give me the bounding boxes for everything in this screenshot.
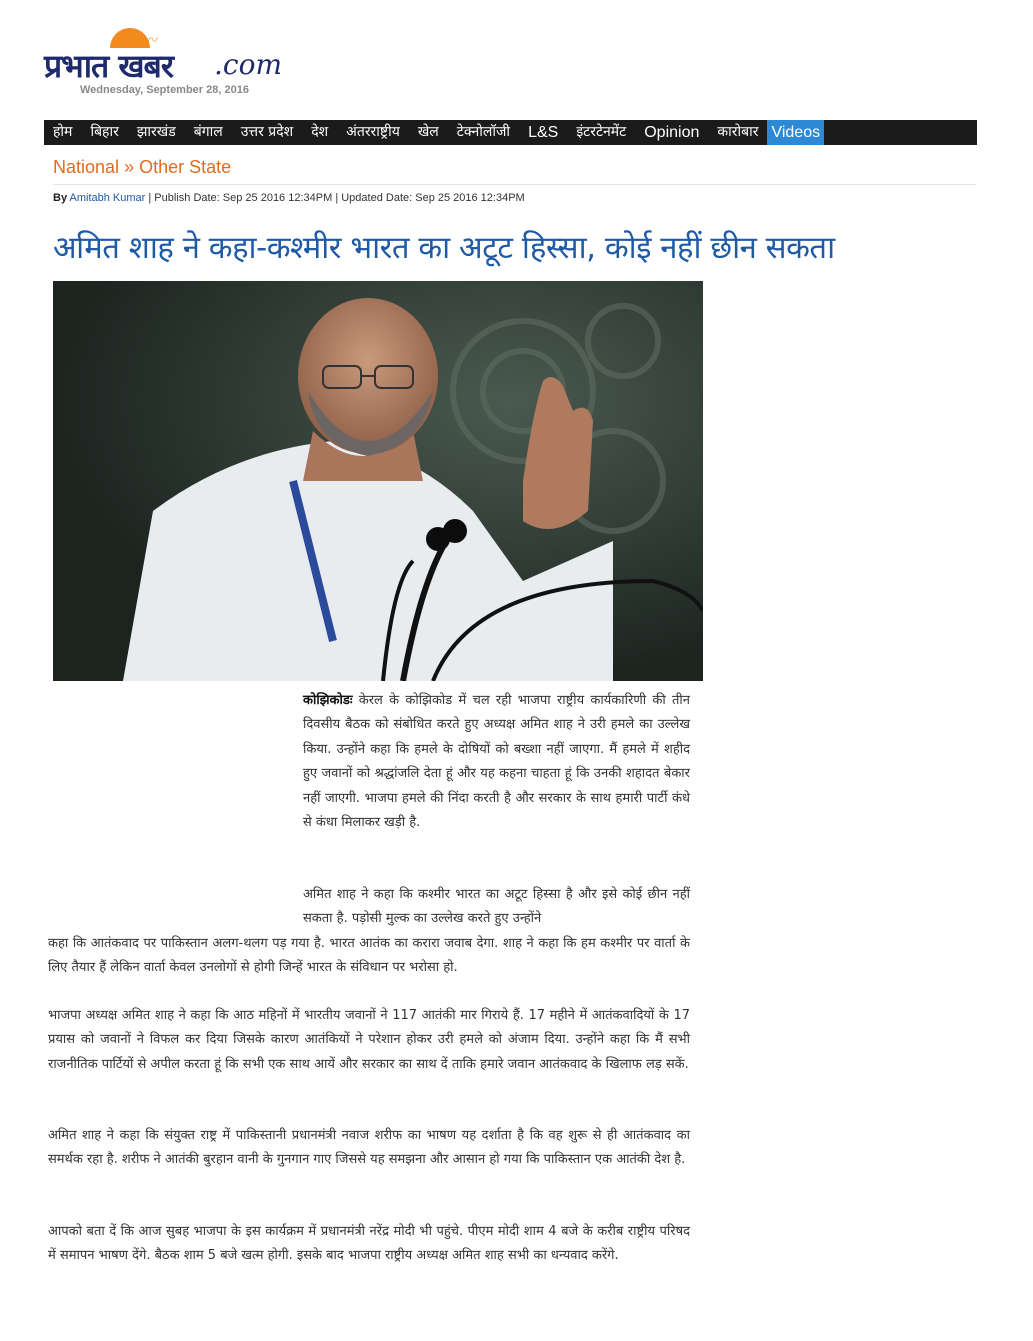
- nav-item-international[interactable]: अंतरराष्ट्रीय: [346, 124, 400, 140]
- article-paragraph-2a: अमित शाह ने कहा कि कश्मीर भारत का अटूट हिस्सा है और इसे कोई छीन नहीं सकता है. पड़ोसी मुल्क का उल्लेख करते हुए उन्होंने: [303, 887, 690, 927]
- breadcrumb-separator: »: [124, 157, 135, 177]
- nav-item-desh[interactable]: देश: [311, 124, 329, 140]
- logo-wordmark: प्रभात खबर: [44, 47, 173, 85]
- updated-date: | Updated Date: Sep 25 2016 12:34PM: [335, 192, 525, 204]
- nav-item-bihar[interactable]: बिहार: [90, 124, 119, 140]
- dateline: कोझिकोडः: [303, 693, 353, 708]
- article-paragraph-4: अमित शाह ने कहा कि संयुक्त राष्ट्र में पाकिस्तानी प्रधानमंत्री नवाज शरीफ का भाषण यह दर्शाता है कि वह शुरू से ही आतंकवाद का समर्थक रहा है. शरीफ ने आतंकी बुरहान वानी के गुनगान गाए जिससे यह समझना और आसान हो गया कि पाकिस्तान एक आतंकी देश है.: [48, 1128, 690, 1168]
- divider: [53, 184, 976, 185]
- nav-item-videos[interactable]: Videos: [767, 120, 824, 145]
- current-date: Wednesday, September 28, 2016: [80, 84, 249, 96]
- nav-item-business[interactable]: कारोबार: [717, 124, 759, 140]
- article-byline: [53, 192, 525, 204]
- nav-item-jharkhand[interactable]: झारखंड: [136, 124, 176, 140]
- breadcrumb-other-state[interactable]: Other State: [139, 157, 232, 177]
- article-photo: [53, 281, 703, 681]
- logo-domain-suffix: .com: [214, 48, 282, 81]
- breadcrumb: [53, 157, 231, 178]
- byline-by: By: [53, 192, 68, 204]
- nav-item-technology[interactable]: टेक्नोलॉजी: [456, 124, 511, 140]
- main-navigation: [44, 120, 977, 145]
- nav-item-lifestyle[interactable]: L&S: [528, 124, 559, 141]
- article-paragraph-3: भाजपा अध्यक्ष अमित शाह ने कहा कि आठ महिनों में भारतीय जवानों ने 117 आतंकी मार गिराये हैं. 17 महीने में आतंकवादियों के 17 प्रयास को जवानों ने विफल कर दिया जिसके कारण आतंकियों ने परेशान होकर उरी हमले को अंजाम दिया. उन्होंने कहा कि मैं सभी राजनीतिक पार्टियों से अपील करता हूं कि सभी एक साथ आयें और सरकार का साथ दें ताकि हमारे जवान आतंकवाद के खिलाफ लड़ सकें.: [48, 1008, 690, 1072]
- article-paragraph-2b: कहा कि आतंकवाद पर पाकिस्तान अलग-थलग पड़ गया है. भारत आतंक का करारा जवाब देगा. शाह ने कहा कि हम कश्मीर पर वार्ता के लिए तैयार हैं लेकिन वार्ता केवल उनलोगों से होगी जिन्हें भारत के संविधान पर भरोसा हो.: [48, 936, 690, 976]
- nav-item-entertainment[interactable]: इंटरटेनमेंट: [576, 124, 627, 140]
- bird-icon: 〰: [144, 33, 158, 49]
- article-paragraph-5: आपको बता दें कि आज सुबह भाजपा के इस कार्यक्रम में प्रधानमंत्री नरेंद्र मोदी भी पहुंचे. पीएम मोदी शाम 4 बजे के करीब राष्ट्रीय परिषद में समापन भाषण देंगे. बैठक शाम 5 बजे खत्म होगी. इसके बाद भाजपा राष्ट्रीय अध्यक्ष अमित शाह सभी का धन्यवाद करेंगे.: [48, 1224, 690, 1264]
- article-headline: अमित शाह ने कहा-कश्मीर भारत का अटूट हिस्सा, कोई नहीं छीन सकता: [53, 230, 835, 266]
- nav-item-home[interactable]: होम: [53, 124, 73, 140]
- nav-item-opinion[interactable]: Opinion: [644, 124, 700, 141]
- site-logo[interactable]: [44, 26, 314, 86]
- nav-item-bengal[interactable]: बंगाल: [193, 124, 223, 140]
- article-paragraph-1: [303, 689, 690, 835]
- breadcrumb-national[interactable]: National: [53, 157, 120, 177]
- publish-date: | Publish Date: Sep 25 2016 12:34PM: [148, 192, 333, 204]
- paragraph-1-text: केरल के कोझिकोड में चल रही भाजपा राष्ट्रीय कार्यकारिणी की तीन दिवसीय बैठक को संबोधित करते हुए अध्यक्ष अमित शाह ने उरी हमले का उल्लेख किया. उन्होंने कहा कि हमले के दोषियों को बख्शा नहीं जाएगा. मैं हमले में शहीद हुए जवानों को श्रद्धांजलि देता हूं और यह कहना चाहता हूं कि उनकी शहादत बेकार नहीं जाएगी. भाजपा हमले की निंदा करती है और सरकार के साथ हमारी पार्टी कंधे से कंधा मिलाकर खड़ी है.: [303, 693, 690, 831]
- author-link[interactable]: Amitabh Kumar: [69, 192, 146, 204]
- nav-item-sports[interactable]: खेल: [417, 124, 439, 140]
- nav-item-uttar-pradesh[interactable]: उत्तर प्रदेश: [240, 124, 294, 140]
